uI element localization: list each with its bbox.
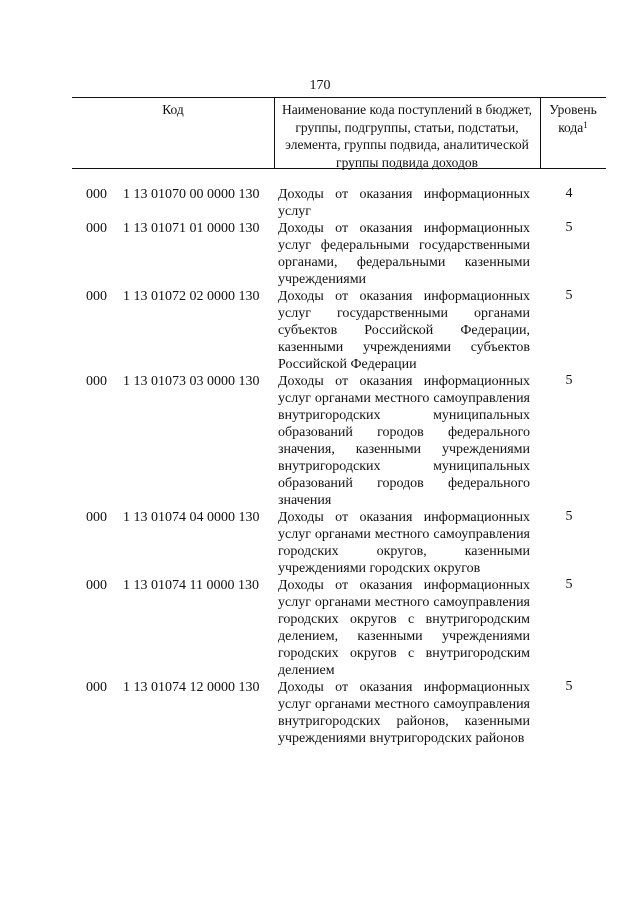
table-row bbox=[0, 288, 640, 373]
admin-code: 000 bbox=[86, 289, 107, 304]
revenue-name: Доходы от оказания информационных услуг государственными органами субъектов Российской Федерации, казенными учреждениями субъектов Российской Федерации bbox=[278, 289, 530, 372]
revenue-code: 1 13 01071 01 0000 130 bbox=[123, 221, 260, 236]
revenue-name: Доходы от оказания информационных услуг органами местного самоуправления внутригородских районов, казенными учреждениями внутригородских районов bbox=[278, 680, 530, 746]
admin-code: 000 bbox=[86, 374, 107, 389]
header-name: Наименование кода поступлений в бюджет, группы, подгруппы, статьи, подстатьи, элемента, группы подвида, аналитической группы подвида доходов bbox=[281, 102, 532, 170]
table-body bbox=[0, 186, 640, 747]
admin-code: 000 bbox=[86, 187, 107, 202]
code-level: 5 bbox=[565, 679, 573, 694]
header-level-footnote: 1 bbox=[583, 119, 588, 130]
table-row bbox=[0, 373, 640, 509]
revenue-code: 1 13 01074 04 0000 130 bbox=[123, 510, 260, 525]
admin-code: 000 bbox=[86, 510, 107, 525]
table-row bbox=[0, 186, 640, 220]
table-row bbox=[0, 509, 640, 577]
table-row bbox=[0, 577, 640, 679]
revenue-code: 1 13 01074 11 0000 130 bbox=[123, 578, 259, 593]
revenue-name: Доходы от оказания информационных услуг федеральными государственными органами, федеральными казенными учреждениями bbox=[278, 221, 530, 287]
code-level: 5 bbox=[565, 373, 573, 388]
revenue-code: 1 13 01074 12 0000 130 bbox=[123, 680, 260, 695]
code-level: 5 bbox=[565, 509, 573, 524]
header-level-label: Уровень кода bbox=[549, 102, 597, 135]
code-level: 5 bbox=[565, 220, 573, 235]
code-level: 4 bbox=[565, 186, 573, 201]
revenue-name: Доходы от оказания информационных услуг органами местного самоуправления городских округов с внутригородским делением, казенными учреждениями городских округов с внутригородским делением bbox=[278, 578, 530, 678]
revenue-name: Доходы от оказания информационных услуг bbox=[278, 187, 530, 219]
table-row bbox=[0, 220, 640, 288]
revenue-code: 1 13 01070 00 0000 130 bbox=[123, 187, 260, 202]
code-level: 5 bbox=[565, 288, 573, 303]
header-level bbox=[540, 101, 606, 136]
code-level: 5 bbox=[565, 577, 573, 592]
admin-code: 000 bbox=[86, 221, 107, 236]
admin-code: 000 bbox=[86, 680, 107, 695]
header-code: Код bbox=[162, 102, 184, 117]
revenue-name: Доходы от оказания информационных услуг органами местного самоуправления городских округов, казенными учреждениями городских округов bbox=[278, 510, 530, 576]
revenue-code: 1 13 01073 03 0000 130 bbox=[123, 374, 260, 389]
revenue-code: 1 13 01072 02 0000 130 bbox=[123, 289, 260, 304]
revenue-name: Доходы от оказания информационных услуг органами местного самоуправления внутригородских муниципальных образований городов федерального значения, казенными учреждениями внутригородских муниципальных образований городов федерального значения bbox=[278, 374, 530, 508]
table-header bbox=[72, 97, 606, 169]
table-row bbox=[0, 679, 640, 747]
page-number: 170 bbox=[309, 78, 331, 93]
admin-code: 000 bbox=[86, 578, 107, 593]
